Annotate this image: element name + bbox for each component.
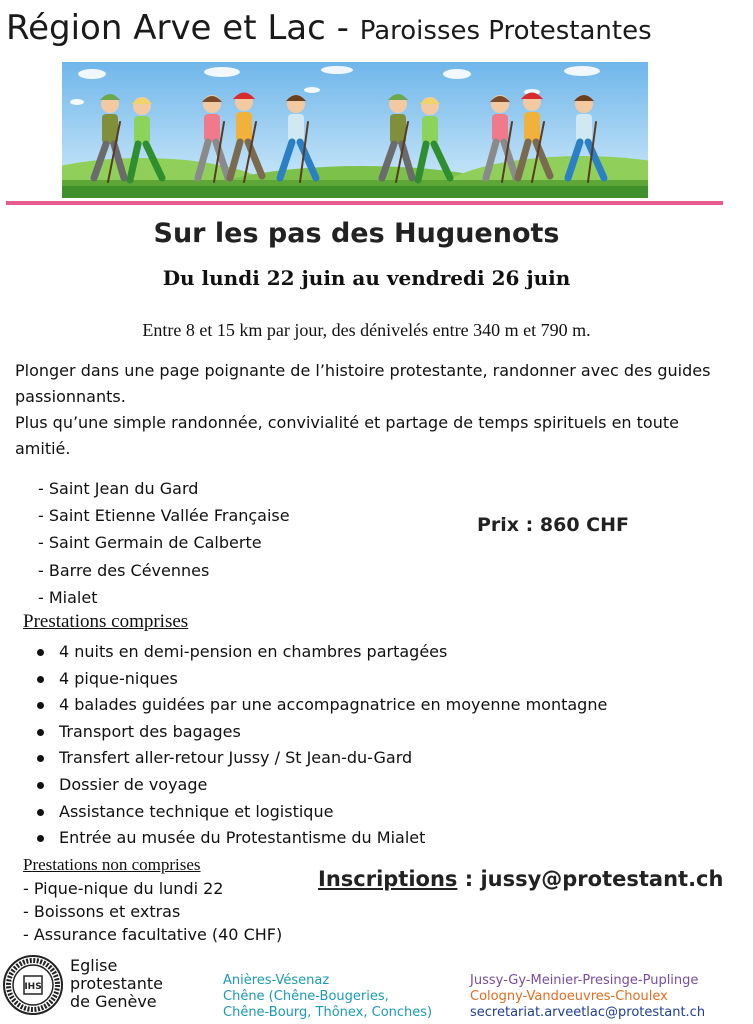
list-item: Assistance technique et logistique: [37, 799, 607, 826]
church-seal-logo: [2, 954, 64, 1016]
svg-text:IHS: IHS: [24, 982, 42, 992]
list-item: - Assurance facultative (40 CHF): [23, 923, 282, 946]
list-item: 4 pique-niques: [37, 666, 607, 693]
header-divider: [6, 201, 723, 205]
hikers-banner-image: [62, 62, 648, 198]
list-item: - Barre des Cévennes: [38, 557, 290, 584]
secretariat-email-link[interactable]: secretariat.arveetlac@protestant.ch: [470, 1005, 706, 1020]
list-item: - Boissons et extras: [23, 900, 282, 923]
list-item: - Saint Jean du Gard: [38, 475, 290, 502]
included-list: [37, 639, 607, 852]
parish-name: Jussy-Gy-Meinier-Presinge-Puplinge: [470, 973, 699, 988]
price-label: Prix : 860 CHF: [477, 514, 629, 536]
parish-name: Cologny-Vandoeuvres-Choulex: [470, 989, 668, 1004]
list-item: Transfert aller-retour Jussy / St Jean-du-Gard: [37, 745, 607, 772]
bullet-icon: [37, 755, 44, 762]
list-item: 4 nuits en demi-pension en chambres partagées: [37, 639, 607, 666]
list-item: - Saint Etienne Vallée Française: [38, 502, 290, 529]
bullet-icon: [37, 782, 44, 789]
intro-text: [15, 358, 725, 462]
list-item: 4 balades guidées par une accompagnatrice en moyenne montagne: [37, 692, 607, 719]
bullet-icon: [37, 676, 44, 683]
list-item: - Mialet: [38, 584, 290, 611]
list-item: - Pique-nique du lundi 22: [23, 877, 282, 900]
header-subtitle: Paroisses Protestantes: [359, 16, 652, 46]
event-title: Sur les pas des Huguenots: [153, 218, 560, 249]
list-item: Dossier de voyage: [37, 772, 607, 799]
parishes-column-2: [470, 973, 705, 1021]
intro-line-2: Plus qu’une simple randonnée, convivialité et partage de temps spirituels en toute amitié.: [15, 413, 679, 458]
parishes-column-1: [223, 973, 432, 1021]
list-item: - Saint Germain de Calberte: [38, 529, 290, 556]
parish-name: Chêne (Chêne-Bougeries,: [223, 989, 389, 1004]
region-title: Région Arve et Lac: [6, 8, 326, 48]
excluded-list: [23, 877, 282, 946]
signup-email-link[interactable]: : jussy@protestant.ch: [457, 867, 724, 891]
event-dates: Du lundi 22 juin au vendredi 26 juin: [162, 266, 571, 290]
signup-contact: [318, 867, 723, 891]
parish-name: Anières-Vésenaz: [223, 973, 330, 988]
places-list: [38, 475, 290, 611]
intro-line-1: Plonger dans une page poignante de l’histoire protestante, randonner avec des guides passionnants.: [15, 361, 711, 406]
list-item: Entrée au musée du Protestantisme du Mialet: [37, 825, 607, 852]
page-header: [6, 8, 652, 48]
header-separator: -: [325, 8, 360, 48]
bullet-icon: [37, 729, 44, 736]
bullet-icon: [37, 649, 44, 656]
bullet-icon: [37, 835, 44, 842]
bullet-icon: [37, 809, 44, 816]
parish-name: Chêne-Bourg, Thônex, Conches): [223, 1005, 433, 1020]
signup-label: Inscriptions: [318, 867, 458, 891]
included-heading: Prestations comprises: [23, 611, 189, 632]
excluded-heading: Prestations non comprises: [23, 855, 201, 874]
list-item: Transport des bagages: [37, 719, 607, 746]
church-name: Eglise protestante de Genève: [70, 956, 163, 1011]
bullet-icon: [37, 702, 44, 709]
event-distance: Entre 8 et 15 km par jour, des dénivelés entre 340 m et 790 m.: [142, 320, 591, 340]
